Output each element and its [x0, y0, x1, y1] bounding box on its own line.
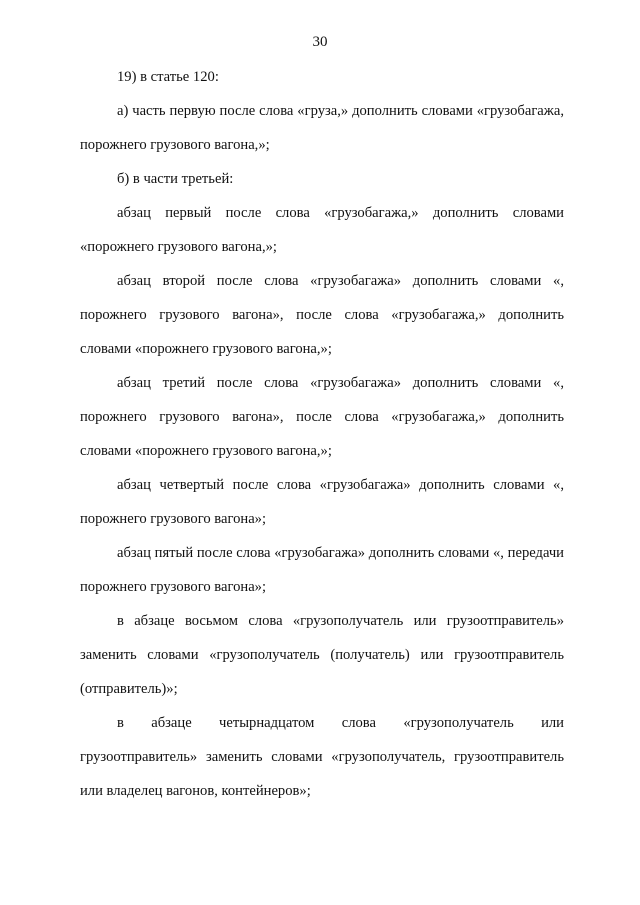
paragraph-abzac-1: абзац первый после слова «грузобагажа,» дополнить словами «порожнего грузового вагона,»; — [80, 205, 564, 255]
paragraph-item-19: 19) в статье 120: — [117, 69, 219, 85]
paragraph-abzac-2: абзац второй после слова «грузобагажа» дополнить словами «, порожнего грузового вагона», после слова «грузобагажа,» дополнить словами «порожнего грузового вагона,»; — [80, 273, 564, 357]
paragraph-abzac-8: в абзаце восьмом слова «грузополучатель или грузоотправитель» заменить словами «грузополучатель (получатель) или грузоотправитель (отправитель)»; — [80, 613, 564, 697]
page-number: 30 — [312, 34, 328, 50]
paragraph-subitem-b: б) в части третьей: — [117, 171, 234, 187]
paragraph-abzac-5: абзац пятый после слова «грузобагажа» дополнить словами «, передачи порожнего грузового вагона»; — [80, 545, 564, 595]
document-body — [80, 60, 564, 808]
paragraph-abzac-14: в абзаце четырнадцатом слова «грузополучатель или грузоотправитель» заменить словами «грузополучатель, грузоотправитель или владелец вагонов, контейнеров»; — [80, 715, 564, 799]
paragraph-subitem-a: а) часть первую после слова «груза,» дополнить словами «грузобагажа, порожнего грузового вагона,»; — [80, 103, 564, 153]
paragraph-abzac-4: абзац четвертый после слова «грузобагажа» дополнить словами «, порожнего грузового вагона»; — [80, 477, 564, 527]
paragraph-abzac-3: абзац третий после слова «грузобагажа» дополнить словами «, порожнего грузового вагона», после слова «грузобагажа,» дополнить словами «порожнего грузового вагона,»; — [80, 375, 564, 459]
